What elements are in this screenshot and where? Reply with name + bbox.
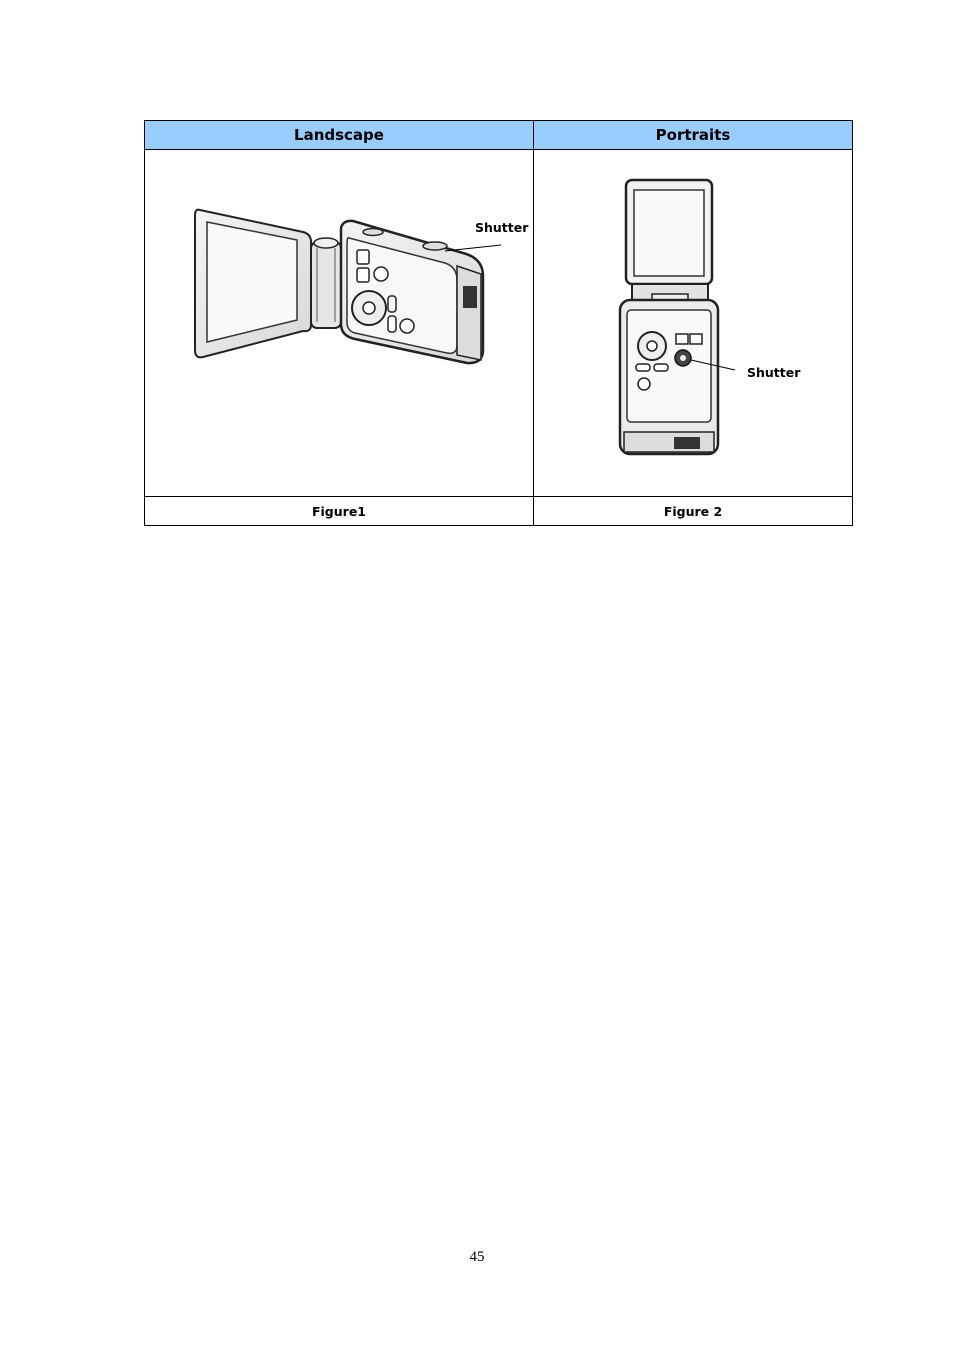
image-row xyxy=(145,150,853,497)
figure-table xyxy=(144,120,853,526)
header-portraits: Portraits xyxy=(534,121,853,150)
portraits-image-cell xyxy=(534,150,853,497)
shutter-callout-portrait: Shutter xyxy=(747,365,801,380)
camera-portrait-illustration xyxy=(534,150,853,496)
caption-row xyxy=(145,497,853,526)
camera-landscape-illustration xyxy=(145,150,534,496)
caption-figure-1: Figure1 xyxy=(145,497,534,526)
header-row xyxy=(145,121,853,150)
landscape-image-cell xyxy=(145,150,534,497)
header-landscape: Landscape xyxy=(145,121,534,150)
caption-figure-2: Figure 2 xyxy=(534,497,853,526)
page-number: 45 xyxy=(469,1249,485,1265)
shutter-callout-landscape: Shutter xyxy=(475,220,529,235)
